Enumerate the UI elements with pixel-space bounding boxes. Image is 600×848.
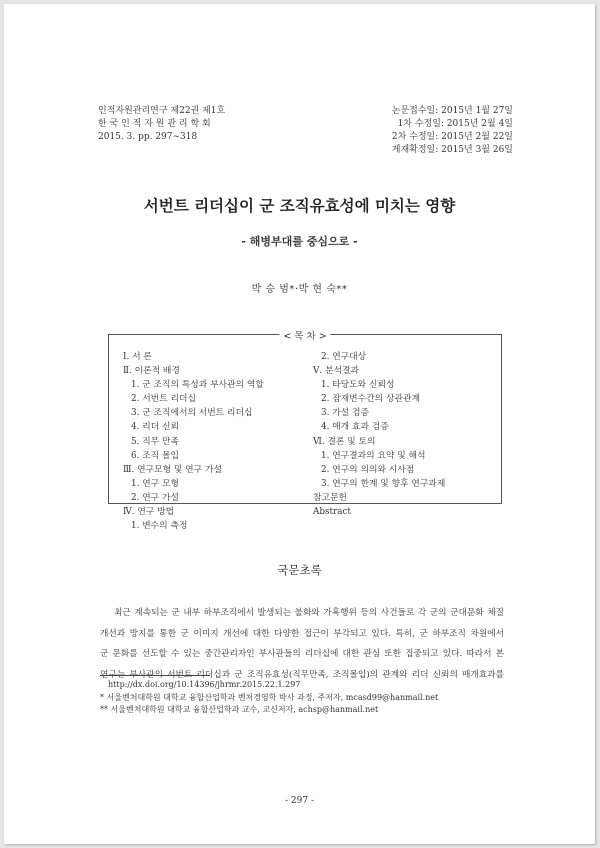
toc-item: Ⅰ. 서 론 [123,352,152,362]
table-of-contents [108,331,502,532]
toc-item: Ⅱ. 이론적 배경 [123,366,180,377]
toc-right-column [313,350,445,519]
toc-item: 3. 군 조직에서의 서번트 리더십 [131,408,253,419]
toc-item: Abstract [313,507,351,518]
toc-item: 1. 군 조직의 특성과 부사관의 역할 [131,380,264,391]
toc-left-column [123,350,264,533]
toc-item: 1. 타당도와 신뢰성 [321,380,395,391]
abstract-line: 개선과 방지를 통한 군 이미지 개선에 대한 다양한 접근이 부각되고 있다. 특히, 군 하부조직 차원에서 [100,628,504,639]
toc-item: 4. 매개 효과 검증 [321,422,389,433]
footnote-divider [100,675,210,676]
abstract-body [100,603,504,685]
journal-info [98,105,225,144]
paper-title: 서번트 리더십이 군 조직유효성에 미치는 영향 [143,197,456,215]
toc-item: Ⅲ. 연구모형 및 연구 가설 [123,464,222,475]
toc-item: 2. 연구의 의의와 시사점 [321,464,415,475]
toc-item: 5. 직무 만족 [131,436,179,447]
first-revision-date: 1차 수정일: 2015년 2월 4일 [397,119,513,129]
toc-item: 1. 변수의 측정 [131,521,188,532]
toc-item: 2. 연구 가설 [131,492,179,503]
footnote-first-author: * 서울벤처대학원 대학교 융합산업학과 벤처경영학 박사 과정, 주저자, mcasd99@hanmail.net [100,692,439,702]
toc-item: Ⅴ. 분석결과 [313,366,359,377]
issue-pages: 2015. 3. pp. 297∼318 [98,132,198,142]
toc-item: 3. 연구의 한계 및 향후 연구과제 [321,478,446,489]
footnotes [100,679,438,717]
toc-item: 1. 연구결과의 요약 및 해석 [321,450,426,461]
abstract-line: 군 문화를 선도할 수 있는 중간관리자인 부사관들의 리더십에 대한 관심 또한 집중되고 있다. 따라서 본 [100,649,504,659]
toc-item: 참고문헌 [313,492,347,503]
toc-item: 2. 잠재변수간의 상관관계 [321,394,420,405]
doi-link[interactable]: http://dx.doi.org/10.14396/jhrmr.2015.22.1.297 [108,680,301,689]
toc-item: 2. 연구대상 [321,352,367,362]
footnote-corresponding-author: ** 서울벤처대학원 대학교 융합산업학과 교수, 교신저자, achsp@hanmail.net [100,705,379,714]
journal-name: 인적자원관리연구 제22권 제1호 [98,106,226,116]
received-date: 논문접수일: 2015년 1월 27일 [391,106,513,116]
paper-page [4,4,595,844]
society-name: 한 국 인 적 자 원 관 리 학 회 [98,119,211,129]
abstract-line: 최근 계속되는 군 내부 하부조직에서 발생되는 불화와 가혹행위 등의 사건들로 각 군의 군대문화 체질 [114,608,504,618]
toc-item: Ⅳ. 연구 방법 [123,507,175,518]
paper-subtitle: - 해병부대를 중심으로 - [241,235,358,248]
page-number: - 297 - [285,796,314,806]
abstract-heading: 국문초록 [277,563,322,577]
submission-dates [392,105,513,157]
author-line: 박 승 범*·박 현 숙** [251,284,348,295]
toc-item: Ⅵ. 결론 및 토의 [313,436,376,447]
accepted-date: 게재확정일: 2015년 3월 26일 [391,145,513,155]
toc-label: < 목 차 > [279,328,330,342]
second-revision-date: 2차 수정일: 2015년 2월 22일 [391,132,513,142]
toc-item: 2. 서번트 리더십 [131,394,196,405]
toc-item: 6. 조직 몰입 [131,450,179,461]
toc-item: 4. 리더 신뢰 [131,422,179,433]
toc-item: 1. 연구 모형 [131,478,179,489]
abstract-line: 연구는 부사관의 서번트 리더십과 군 조직유효성(직무만족, 조직몰입)의 관계와 리더 신뢰의 매개효과를 [100,669,504,680]
toc-item: 3. 가설 검증 [321,408,369,419]
